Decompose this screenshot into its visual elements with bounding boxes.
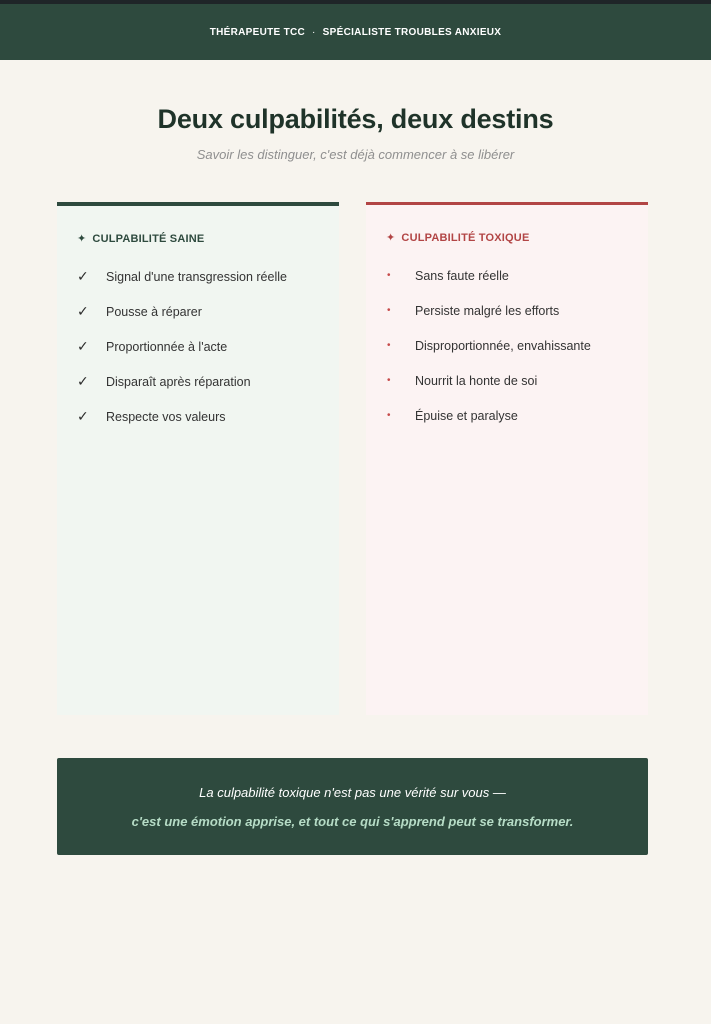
header-role: THÉRAPEUTE TCC — [209, 26, 306, 38]
list-item — [386, 398, 628, 433]
check-icon: ✓ — [77, 373, 89, 389]
healthy-guilt-card — [57, 202, 339, 715]
list-item — [77, 364, 319, 399]
list-item — [386, 363, 628, 398]
toxic-guilt-heading — [386, 231, 628, 244]
list-item-label: Proportionnée à l'acte — [106, 339, 228, 354]
toxic-guilt-heading-label: CULPABILITÉ TOXIQUE — [401, 231, 530, 244]
list-item-label: Pousse à réparer — [106, 304, 202, 319]
list-item-label: Disproportionnée, envahissante — [415, 338, 591, 353]
page-subtitle: Savoir les distinguer, c'est déjà commencer à se libérer — [196, 147, 515, 162]
toxic-guilt-list — [386, 258, 628, 433]
bullet-icon: • — [387, 305, 391, 316]
list-item-label: Sans faute réelle — [415, 268, 509, 283]
quote-line-1: La culpabilité toxique n'est pas une vérité sur vous — — [199, 784, 506, 800]
list-item — [386, 293, 628, 328]
bullet-icon: • — [387, 375, 391, 386]
list-item-label: Disparaît après réparation — [106, 374, 251, 389]
check-icon: ✓ — [77, 303, 89, 319]
list-item — [77, 329, 319, 364]
page-title: Deux culpabilités, deux destins — [157, 104, 554, 134]
list-item-label: Signal d'une transgression réelle — [106, 269, 287, 284]
bullet-icon: • — [387, 270, 391, 281]
healthy-guilt-list — [77, 259, 319, 434]
list-item — [77, 259, 319, 294]
bullet-icon: • — [387, 410, 391, 421]
header-separator: · — [312, 26, 316, 38]
list-item — [386, 328, 628, 363]
quote-line-2: c'est une émotion apprise, et tout ce qui s'apprend peut se transformer. — [131, 813, 574, 829]
healthy-guilt-heading-label: CULPABILITÉ SAINE — [92, 232, 205, 245]
list-item — [77, 294, 319, 329]
bullet-icon: • — [387, 340, 391, 351]
healthy-guilt-heading — [77, 232, 319, 245]
list-item — [386, 258, 628, 293]
list-item-label: Nourrit la honte de soi — [415, 373, 538, 388]
quote-banner — [57, 758, 648, 855]
list-item — [77, 399, 319, 434]
toxic-guilt-card — [366, 202, 648, 715]
check-icon: ✓ — [77, 268, 89, 284]
check-icon: ✓ — [77, 408, 89, 424]
comparison-columns — [57, 202, 648, 715]
header-bar — [0, 0, 711, 60]
list-item-label: Épuise et paralyse — [415, 408, 518, 423]
star-icon: ✦ — [386, 232, 396, 244]
list-item-label: Respecte vos valeurs — [106, 409, 226, 424]
list-item-label: Persiste malgré les efforts — [415, 303, 560, 318]
check-icon: ✓ — [77, 338, 89, 354]
header-specialty: SPÉCIALISTE TROUBLES ANXIEUX — [322, 26, 502, 38]
star-icon: ✦ — [77, 233, 87, 245]
